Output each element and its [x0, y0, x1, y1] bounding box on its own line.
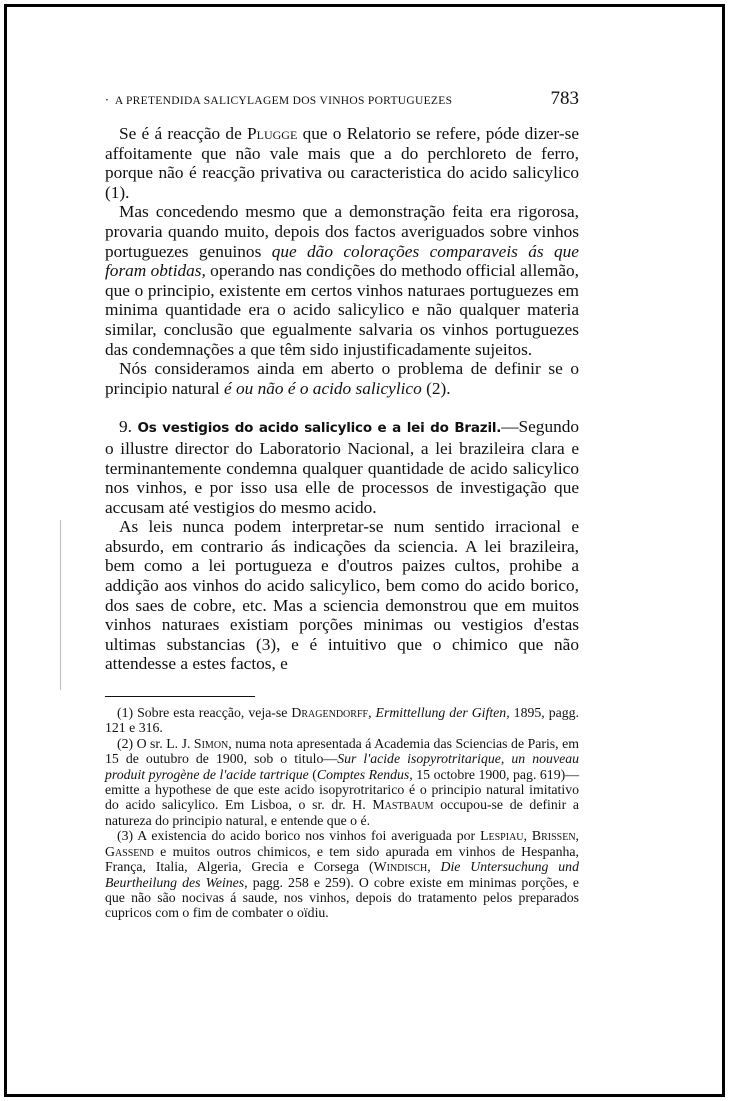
italic-phrase: é ou não é o acido salicylico — [224, 378, 422, 398]
paragraph-1: Se é á reacção de Plugge que o Relatorio se refere, póde dizer-se affoitamente que não vale mais que a do perchloreto de ferro, porque não é reacção privativa ou caracteristica do acido salicylico (1). — [105, 124, 579, 202]
italic-phrase: que dão colorações comparaveis ás que foram obtidas, — [105, 241, 579, 281]
section-heading: Os vestigios do acido salicylico e a lei do Brazil. — [137, 420, 502, 437]
page-number: 783 — [550, 88, 579, 109]
paragraph-section-9: 9. Os vestigios do acido salicylico e a lei do Brazil.—Segundo o illustre director do Laboratorio Nacional, a lei brazileira clara e terminantemente condemna qualquer quantidade de acido salicylico nos vinhos, e por isso usa elle de processos de investigação que accusam até vestigios do mesmo acido. — [105, 417, 579, 517]
book-page — [105, 88, 579, 921]
author-plugge: Plugge — [247, 124, 298, 143]
header-dot: · — [105, 93, 109, 107]
scan-margin-mark — [60, 520, 61, 690]
paragraph-5: As leis nunca podem interpretar-se num sentido irracional e absurdo, em contrario ás indicações da sciencia. A lei brazileira, bem como a lei portugueza e d'outros paizes cultos, prohibe a addição aos vinhos do acido salicylico, bem como do acido borico, dos saes de cobre, etc. Mas a sciencia demonstrou que em muitos vinhos naturaes existiam porções minimas ou vestigios d'estas ultimas substancias (3), e é intuitivo que o chimico que não attendesse a estes factos, e — [105, 517, 579, 674]
body-text — [105, 124, 579, 674]
paragraph-3: Nós consideramos ainda em aberto o problema de definir se o principio natural é ou não é o acido salicylico (2). — [105, 359, 579, 398]
running-title: A PRETENDIDA SALICYLAGEM DOS VINHOS PORTUGUEZES — [114, 95, 453, 107]
footnote-3: (3) A existencia do acido borico nos vinhos foi averiguada por Lespiau, Brissen, Gassend e muitos outros chimicos, e tem sido apurada em vinhos de Hespanha, França, Italia, Algeria, Grecia e Corsega (Windisch, Die Untersuchung und Beurtheilung des Weines, pagg. 258 e 259). O cobre existe em minimas porções, e que não são nocivas á saude, nos vinhos, depois do tratamento pelos preparados cupricos com o fim de combater o oïdiu. — [105, 828, 579, 921]
footnote-rule — [105, 696, 255, 697]
footnotes — [105, 705, 579, 921]
running-header — [105, 88, 579, 110]
section-number: 9. — [119, 417, 132, 437]
footnote-1: (1) Sobre esta reacção, veja-se Dragendorff, Ermittellung der Giften, 1895, pagg. 121 e 316. — [105, 705, 579, 736]
footnote-2: (2) O sr. L. J. Simon, numa nota apresentada á Academia das Sciencias de Paris, em 15 de outubro de 1900, sob o titulo—Sur l'acide isopyrotritarique, un nouveau produit pyrogène de l'acide tartrique (Comptes Rendus, 15 octobre 1900, pag. 619)—emitte a hypothese de que este acido isopyrotritarico é o principio natural imitativo do acido salicylico. Em Lisboa, o sr. dr. H. Mastbaum occupou-se de definir a natureza do principio natural, e entende que o é. — [105, 735, 579, 828]
paragraph-2: Mas concedendo mesmo que a demonstração feita era rigorosa, provaria quando muito, depois dos factos averiguados sobre vinhos portuguezes genuinos que dão colorações comparaveis ás que foram obtidas, operando nas condições do methodo official allemão, que o principio, existente em certos vinhos naturaes portuguezes em minima quantidade era o acido salicylico e não qualquer materia similar, conclusão que egualmente salvaria os vinhos portuguezes das condemnações a que têm sido injustificadamente sujeitos. — [105, 202, 579, 359]
